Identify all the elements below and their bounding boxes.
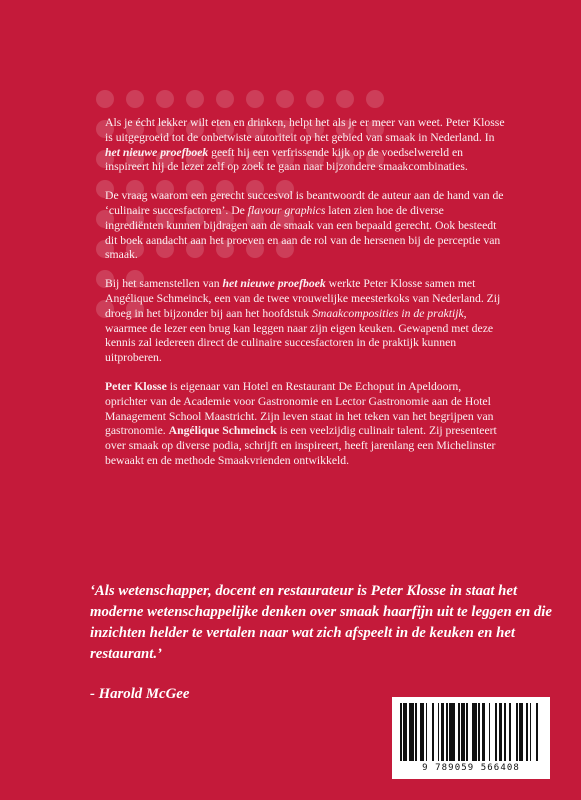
author-name-angelique: Angélique Schmeinck	[168, 424, 277, 438]
pattern-dot	[306, 90, 324, 108]
barcode-bar	[538, 703, 541, 761]
pattern-dot	[156, 90, 174, 108]
paragraph-samenwerking: Bij het samenstellen van het nieuwe proefboek werkte Peter Klosse samen met Angélique Schmeinck, een van de twee vrouwelijke meesterkoks van Nederland. Zij droeg in het bijzonder bij aan het hoofdstuk Smaakcomposities in de praktijk, waarmee de lezer een brug kan leggen naar zijn eigen keuken. Gewapend met deze kennis zal iedereen direct de culinaire succesfactoren in de praktijk kunnen uitproberen.	[105, 277, 501, 365]
pattern-dot	[366, 90, 384, 108]
blurb-text	[105, 116, 505, 483]
book-title: het nieuwe proefboek	[105, 145, 209, 159]
pattern-dot	[126, 90, 144, 108]
isbn-barcode	[392, 697, 550, 779]
pattern-dot	[336, 90, 354, 108]
pattern-dot	[96, 90, 114, 108]
pattern-dot	[186, 90, 204, 108]
pattern-dot	[276, 90, 294, 108]
paragraph-succesfactoren: De vraag waarom een gerecht succesvol is beantwoordt de auteur aan de hand van de ‘culinaire succesfactoren’. De flavour graphics laten zien hoe de diverse ingrediënten kunnen bijdragen aan de smaak van een bepaald gerecht. Ook besteedt dit boek aandacht aan het proeven en aan de rol van de hersenen bij de perceptie van smaak.	[105, 189, 504, 262]
pattern-dot	[216, 90, 234, 108]
barcode-digits: 9 789059 566408	[422, 763, 520, 773]
paragraph-intro: Als je écht lekker wilt eten en drinken, helpt het als je er meer van weet. Peter Klosse is uitgegroeid tot de onbetwiste autoriteit op het gebied van smaak in Nederland. In het nieuwe proefboek geeft hij een verfrissende kijk op de voedselwereld en inspireert hij de lezer zelf op zoek te gaan naar bijzondere smaakcombinaties.	[105, 116, 505, 174]
quote-author: - Harold McGee	[90, 686, 190, 702]
barcode-bars	[400, 703, 542, 761]
paragraph-authors: Peter Klosse is eigenaar van Hotel en Restaurant De Echoput in Apeldoorn, oprichter van de Academie voor Gastronomie en Lector Gastronomie aan de Hotel Management School Maastricht. Zijn leven staat in het teken van het begrijpen van gastronomie. Angélique Schmeinck is een veelzijdig culinair talent. Zij presenteert over smaak op diverse podia, schrijft en inspireert, heeft jarenlang een Michelinster bewaakt en de methode Smaakvrienden ontwikkeld.	[105, 379, 497, 467]
review-quote: ‘Als wetenschapper, docent en restaurateur is Peter Klosse in staat het moderne wetenschappelijke denken over smaak haarfijn uit te leggen en die inzichten helder te vertalen naar wat zich afspeelt in de keuken en het restaurant.’	[90, 583, 552, 662]
author-name-peter: Peter Klosse	[105, 379, 167, 393]
pattern-dot	[246, 90, 264, 108]
book-title: het nieuwe proefboek	[222, 277, 326, 291]
